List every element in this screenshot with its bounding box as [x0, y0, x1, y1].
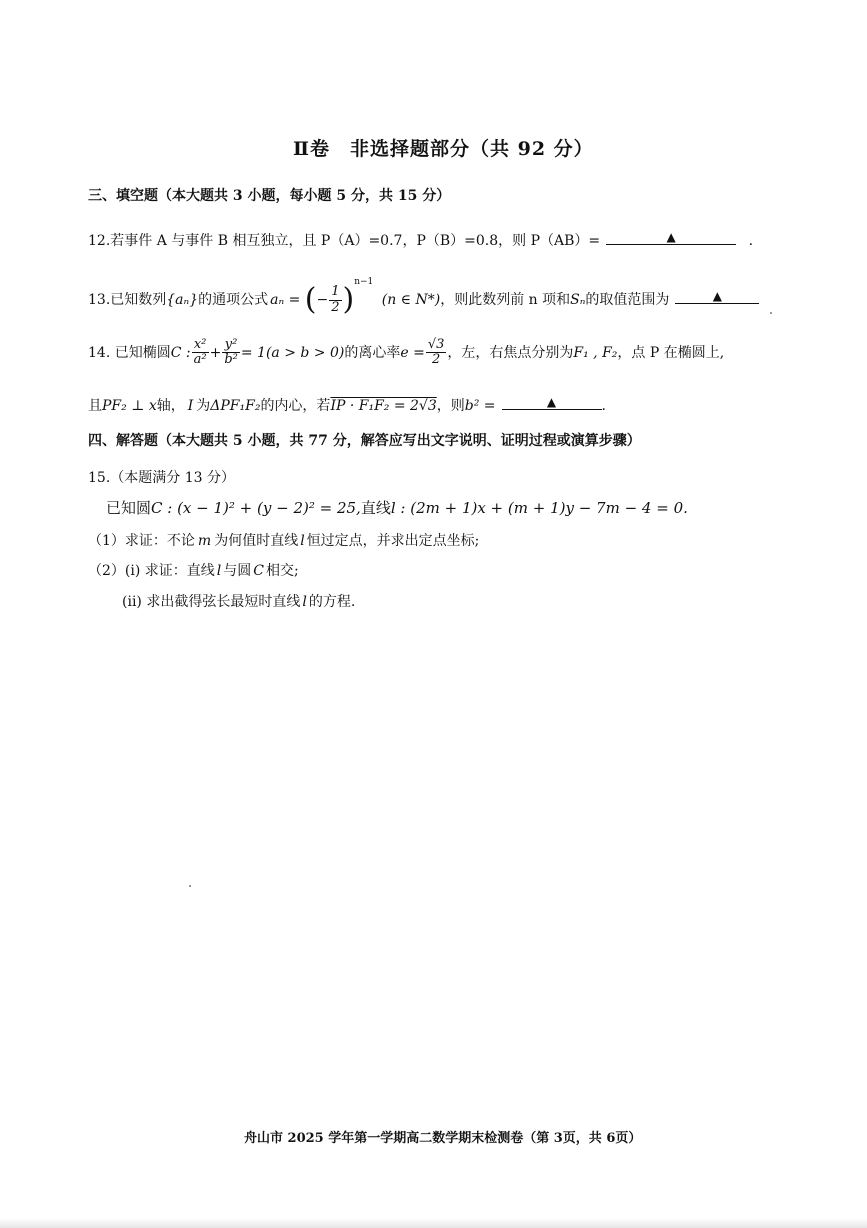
question-14-pre: 14. 已知椭圆 [88, 344, 171, 361]
question-13-tail: 的取值范围为 [585, 292, 670, 308]
exponent: n−1 [354, 277, 374, 288]
question-12 [88, 230, 754, 250]
l-symbol: l [302, 594, 307, 610]
q14-line2-a: 且 [88, 398, 102, 414]
q15-p2-b: 与圆 [223, 563, 252, 579]
question-14-line-2 [88, 395, 606, 415]
fraction-numerator: x² [192, 338, 209, 353]
q14-line2-d: 的内心，若 [260, 398, 331, 414]
fraction-half [329, 285, 341, 315]
fraction-numerator: y² [222, 338, 240, 353]
question-14 [88, 338, 724, 368]
pf2-symbol: PF₂ ⊥ x [102, 398, 157, 414]
fraction-numerator: 1 [331, 284, 340, 300]
question-14-post: ，左，右焦点分别为 [447, 344, 574, 361]
question-13: 13.已知数列{aₙ}的通项公式 aₙ = (− $\frac{1}{2}$ )$^{n-1}$ (n ∈ N*)，则此数列前 n 项和Sₙ的取值范围为 ▲ [88, 282, 759, 318]
l-symbol: l [300, 533, 305, 549]
question-15-part-2-i [88, 563, 299, 580]
sn-symbol: Sₙ [570, 292, 586, 308]
answer-blank-14 [502, 395, 602, 410]
q15-p1-a: （1）求证：不论 [88, 533, 195, 549]
page-footer: 舟山市 2025 学年第一学期高二数学期末检测卷（第 3页，共 6页） [244, 1131, 642, 1146]
question-13-post: ，则此数列前 n 项和 [440, 292, 571, 308]
q14-line2-c: 为 [196, 398, 211, 414]
fraction-x [192, 338, 209, 368]
section-fill-in-heading: 三、填空题（本大题共 3 小题，每小题 5 分，共 15 分） [88, 188, 451, 204]
sequence-symbol: {aₙ} [166, 292, 199, 308]
question-15-part-1 [88, 533, 479, 550]
scan-speck [189, 885, 191, 887]
question-14-mid: 的离心率 [344, 344, 401, 361]
fraction-numerator: √3 [427, 337, 445, 352]
c-symbol: C [253, 563, 264, 579]
line-equation: l : (2m + 1)x + (m + 1)y − 7m − 4 = 0. [390, 499, 688, 517]
question-12-text: 12.若事件 A 与事件 B 相互独立，且 P（A）=0.7，P（B）=0.8，则 P（AB）= [88, 233, 601, 249]
answer-mark: ▲ [546, 395, 557, 409]
ellipse-equation: = 1(a > b > 0) [240, 344, 345, 361]
fraction-eccentricity [426, 338, 447, 368]
section-solutions-heading: 四、解答题（本大题共 5 小题，共 77 分，解答应写出文字说明、证明过程或演算步骤） [88, 433, 641, 449]
question-13-mid: 的通项公式 [198, 292, 269, 308]
left-paren: ( [304, 282, 317, 317]
question-12-end: . [748, 233, 754, 249]
vector-condition: IP · F₁F₂ = 2√3 [330, 398, 437, 414]
answer-mark: ▲ [666, 230, 676, 244]
q15-given-label: 已知圆 [106, 499, 152, 517]
fraction-y [222, 338, 240, 368]
fraction-denominator: b² [224, 352, 238, 368]
scan-edge [0, 1218, 867, 1228]
q15-p2-c: 相交; [265, 563, 299, 579]
question-13-pre: 13.已知数列 [88, 292, 167, 308]
question-14-tail: ，点 P 在椭圆上, [617, 344, 725, 361]
triangle-symbol: ΔPF₁F₂ [210, 398, 261, 414]
fraction-denominator: a² [193, 352, 207, 368]
q14-line2-b: 轴， [156, 398, 185, 414]
q15-p2-a: （2）(i) 求证：直线 [88, 563, 215, 579]
eccentricity-symbol: e = [400, 344, 425, 361]
question-13-condition: (n ∈ N*) [381, 292, 441, 308]
answer-blank-13 [675, 289, 759, 304]
fraction-denominator: 2 [431, 352, 441, 368]
q15-line-label: 直线 [360, 499, 391, 517]
ellipse-symbol: C : [170, 344, 191, 361]
q15-p3-a: (ii) 求出截得弦长最短时直线 [122, 594, 301, 610]
foci-symbols: F₁ , F₂ [573, 344, 618, 361]
circle-equation: C : (x − 1)² + (y − 2)² = 25, [151, 499, 361, 517]
plus-sign: + [209, 344, 222, 361]
question-15-heading: 15.（本题满分 13 分） [88, 470, 235, 486]
incenter-symbol: I [187, 398, 194, 414]
q14-line2-e: ，则 [436, 398, 465, 414]
m-symbol: m [197, 533, 212, 549]
q15-p1-c: 恒过定点，并求出定点坐标; [306, 533, 480, 549]
scan-speck [770, 312, 772, 314]
answer-blank-12 [606, 230, 736, 245]
question-15-given [106, 499, 688, 517]
question-14-end: . [601, 398, 606, 414]
l-symbol: l [216, 563, 222, 579]
right-paren: ) [342, 282, 355, 317]
q15-p1-b: 为何值时直线 [214, 533, 299, 549]
fraction-denominator: 2 [331, 299, 340, 315]
an-symbol: aₙ = [270, 292, 301, 308]
q15-p3-b: 的方程. [308, 594, 356, 610]
page-title: Ⅱ卷 非选择题部分（共 92 分） [293, 138, 594, 160]
b-squared-symbol: b² = [464, 398, 496, 414]
question-15-part-2-ii [122, 594, 355, 611]
answer-mark: ▲ [712, 289, 723, 303]
